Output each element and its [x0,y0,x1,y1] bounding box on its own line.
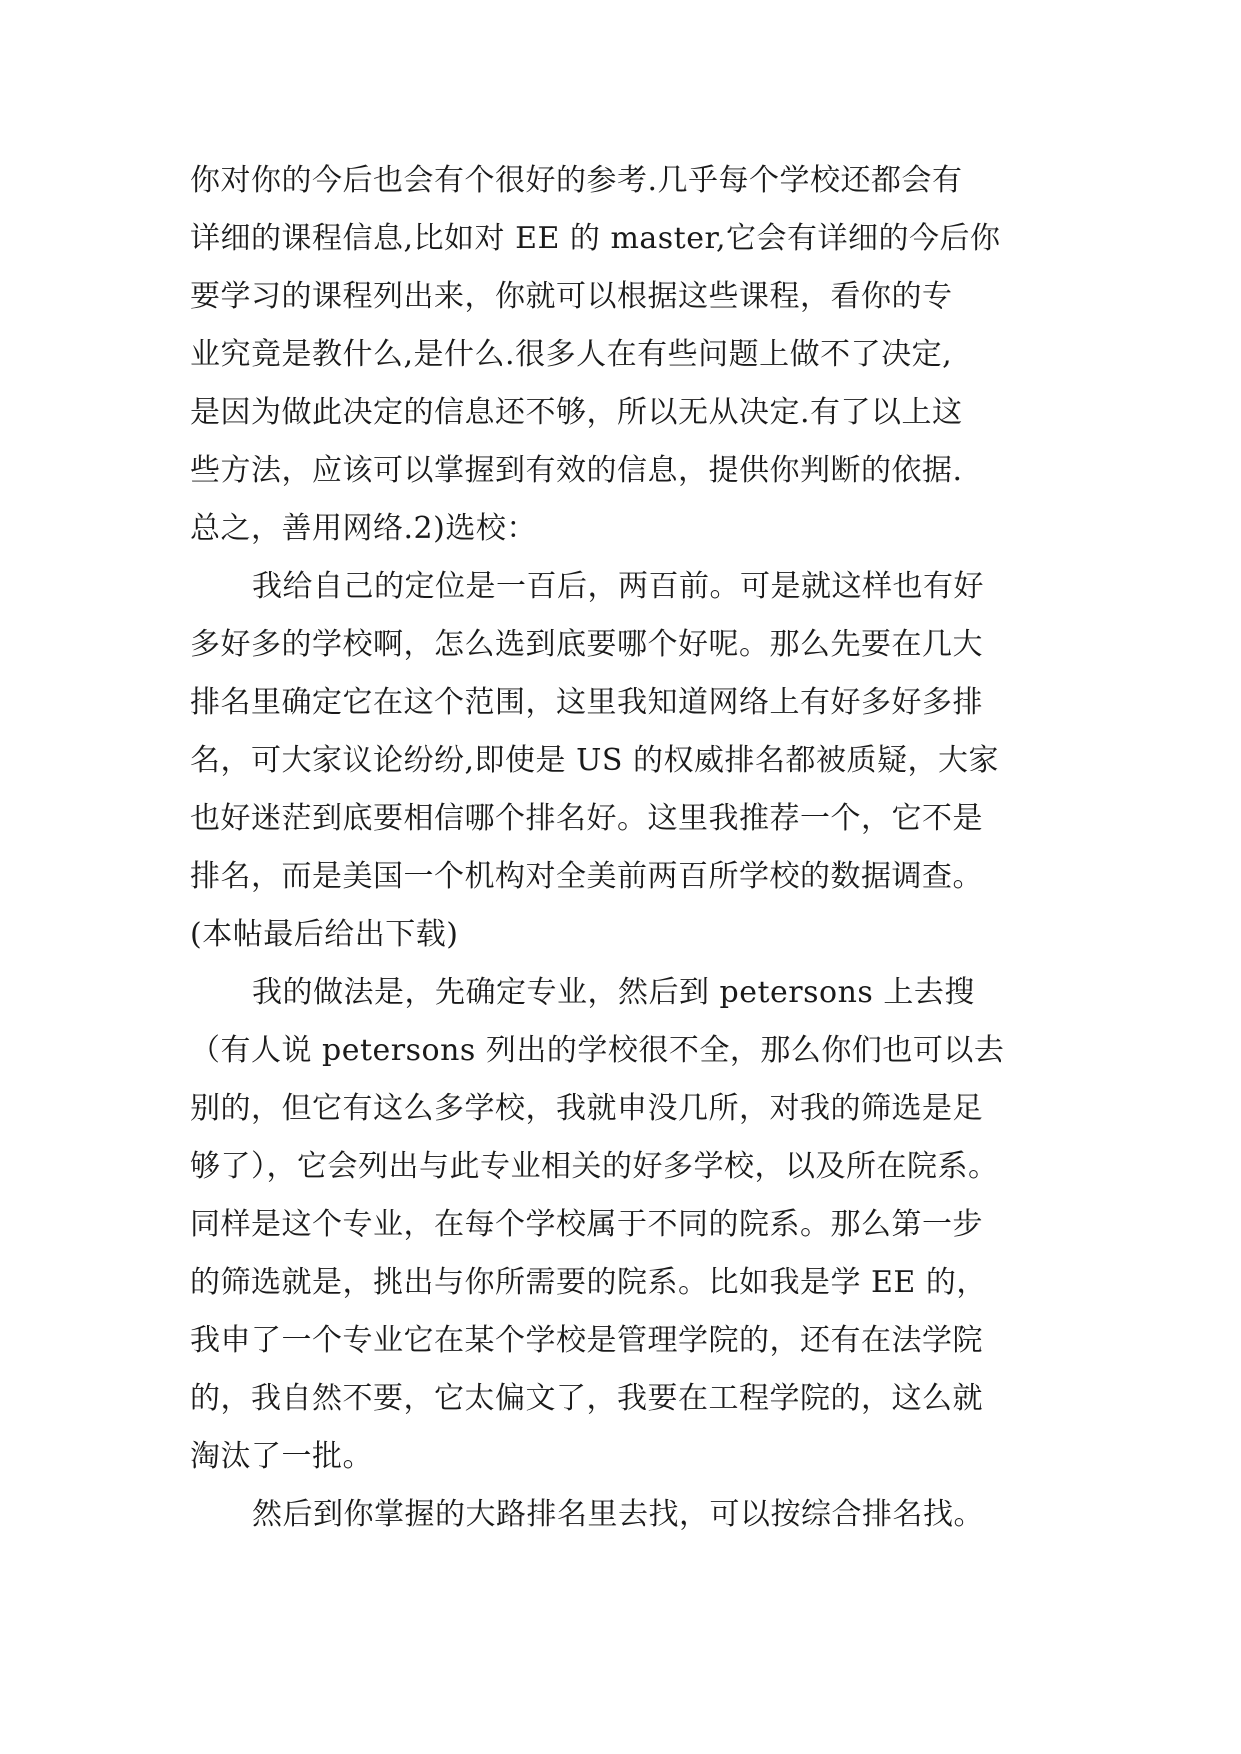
text-line: 详细的课程信息,比如对 EE 的 master,它会有详细的今后你 [190,221,1001,256]
paragraph-start-line: 我的做法是，先确定专业，然后到 petersons 上去搜 [252,975,975,1010]
text-line: 的筛选就是，挑出与你所需要的院系。比如我是学 EE 的， [190,1265,987,1300]
text-line: (本帖最后给出下载) [190,917,459,952]
text-line: 多好多的学校啊，怎么选到底要哪个好呢。那么先要在几大 [190,627,983,662]
text-line: 排名里确定它在这个范围，这里我知道网络上有好多好多排 [190,685,983,720]
text-line: 的，我自然不要，它太偏文了，我要在工程学院的，这么就 [190,1381,983,1416]
paragraph-start-line: 然后到你掌握的大路排名里去找，可以按综合排名找。 [252,1497,984,1532]
text-line: 我申了一个专业它在某个学校是管理学院的，还有在法学院 [190,1323,983,1358]
text-line: 排名，而是美国一个机构对全美前两百所学校的数据调查。 [190,859,983,894]
text-line: 业究竟是教什么,是什么.很多人在有些问题上做不了决定, [190,337,953,372]
text-line: 是因为做此决定的信息还不够，所以无从决定.有了以上这 [190,395,963,430]
document-body [190,152,1065,1544]
text-line: 些方法，应该可以掌握到有效的信息，提供你判断的依据. [190,453,963,488]
text-line: 同样是这个专业，在每个学校属于不同的院系。那么第一步 [190,1207,983,1242]
text-line: 名，可大家议论纷纷,即使是 US 的权威排名都被质疑，大家 [190,743,999,778]
text-line: 总之，善用网络.2)选校： [190,511,537,546]
text-line: 要学习的课程列出来，你就可以根据这些课程，看你的专 [190,279,953,314]
text-line: 淘汰了一批。 [190,1439,373,1474]
text-line: （有人说 petersons 列出的学校很不全，那么你们也可以去 [190,1033,1005,1068]
paragraph-start-line: 我给自己的定位是一百后，两百前。可是就这样也有好 [252,569,984,604]
text-line: 也好迷茫到底要相信哪个排名好。这里我推荐一个，它不是 [190,801,983,836]
text-line: 你对你的今后也会有个很好的参考.几乎每个学校还都会有 [190,163,963,198]
text-line: 够了），它会列出与此专业相关的好多学校，以及所在院系。 [190,1149,999,1184]
text-line: 别的，但它有这么多学校，我就申没几所，对我的筛选是足 [190,1091,983,1126]
